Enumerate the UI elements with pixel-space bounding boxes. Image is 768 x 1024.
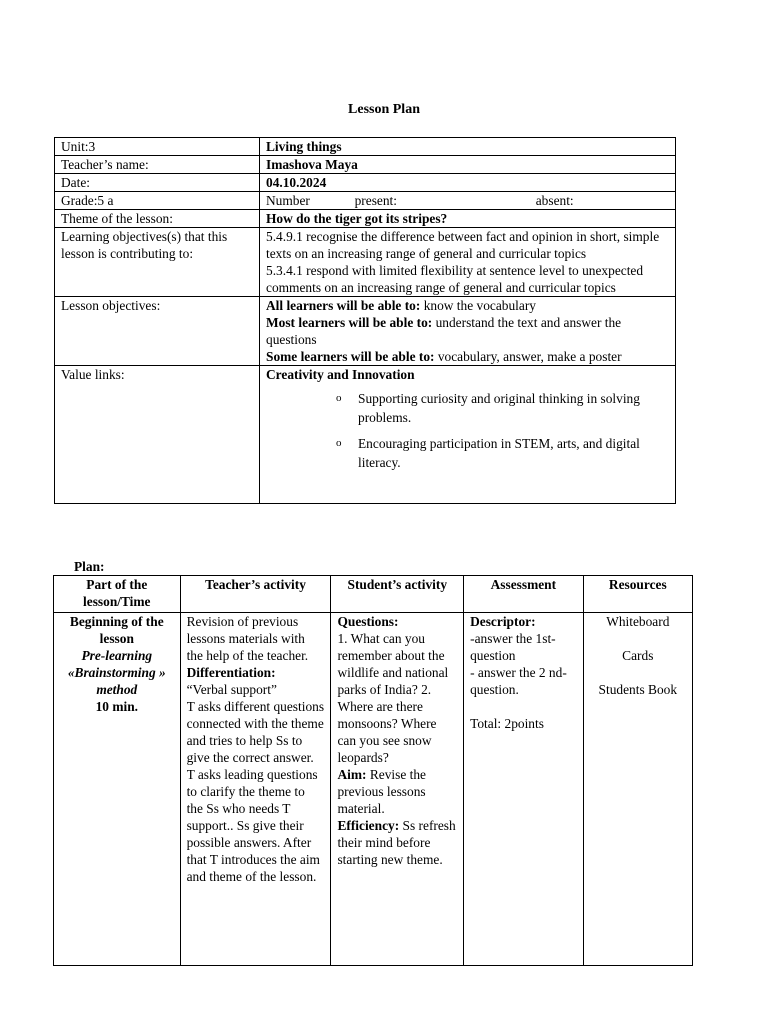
objective-some: Some learners will be able to: vocabulary, answer, make a poster — [266, 349, 622, 364]
lesson-info-table — [54, 137, 676, 504]
learning-objectives-row — [55, 228, 676, 297]
value-links-label: Value links: — [55, 366, 260, 504]
teacher-text-2: “Verbal support” — [186, 682, 277, 697]
grade-label: Grade:5 a — [55, 192, 260, 210]
descriptor-2: - answer the 2 nd-question. — [470, 665, 567, 697]
document-title: Lesson Plan — [348, 102, 420, 117]
present-label: present: — [354, 193, 397, 208]
resource-cards: Cards — [622, 648, 654, 663]
objective-1: 5.4.9.1 recognise the difference between fact and opinion in short, simple texts on an increasing range of general and curricular topics — [266, 229, 660, 261]
bullet-icon: o — [336, 437, 342, 449]
plan-label: Plan: — [74, 559, 105, 574]
absent-label: absent: — [535, 193, 574, 208]
lesson-objectives-label: Lesson objectives: — [55, 297, 260, 366]
header-assessment: Assessment — [464, 576, 583, 613]
resource-whiteboard: Whiteboard — [606, 614, 670, 629]
stage-subtitle: Pre-learning — [81, 648, 153, 663]
descriptor-1: -answer the 1st-question — [470, 631, 556, 663]
plan-table — [53, 575, 693, 966]
assessment-cell — [464, 613, 583, 966]
teacher-text-1: Revision of previous lessons materials with the help of the teacher. — [186, 614, 309, 663]
attendance-cell — [260, 192, 676, 210]
objective-2: 5.3.4.1 respond with limited flexibility at sentence level to unexpected comments on an increasing range of general and curricular topics — [266, 263, 644, 295]
questions-label: Questions: — [337, 614, 399, 629]
unit-row — [55, 138, 676, 156]
student-activity-cell — [331, 613, 464, 966]
header-part: Part of the lesson/Time — [54, 576, 181, 613]
learning-objectives-value — [260, 228, 676, 297]
theme-row — [55, 210, 676, 228]
date-label: Date: — [55, 174, 260, 192]
value-links-value — [260, 366, 676, 504]
stage-cell — [54, 613, 181, 966]
questions-text: 1. What can you remember about the wildlife and national parks of India? 2. Where are there monsoons? Where can you see snow leopards? — [337, 631, 449, 765]
teacher-row — [55, 156, 676, 174]
resources-cell — [583, 613, 692, 966]
unit-label: Unit:3 — [55, 138, 260, 156]
stage-method: «Brainstorming » method — [67, 665, 166, 697]
value-title: Creativity and Innovation — [266, 367, 415, 382]
aim-text: Aim: Revise the previous lessons material. — [337, 767, 426, 816]
header-student: Student’s activity — [331, 576, 464, 613]
value-links-row — [55, 366, 676, 504]
number-label: Number — [266, 193, 310, 208]
unit-value: Living things — [260, 138, 676, 156]
resource-book: Students Book — [598, 682, 678, 697]
teacher-text-3: T asks different questions connected with the theme and tries to help Ss to give the correct answer. T asks leading questions to clarify the theme to the Ss who needs T support.. Ss give their possible answers. After that T introduces the aim and theme of the lesson. — [186, 699, 325, 884]
plan-header-row — [54, 576, 693, 613]
theme-value: How do the tiger got its stripes? — [260, 210, 676, 228]
header-resources: Resources — [583, 576, 692, 613]
bullet-icon: o — [336, 392, 342, 404]
lesson-objectives-value — [260, 297, 676, 366]
date-value: 04.10.2024 — [260, 174, 676, 192]
teacher-activity-cell — [180, 613, 331, 966]
teacher-label: Teacher’s name: — [55, 156, 260, 174]
differentiation-label: Differentiation: — [186, 665, 276, 680]
value-item: o Encouraging participation in STEM, arts, and digital literacy. — [336, 436, 640, 470]
date-row — [55, 174, 676, 192]
descriptor-label: Descriptor: — [470, 614, 536, 629]
theme-label: Theme of the lesson: — [55, 210, 260, 228]
learning-objectives-label: Learning objectives(s) that this lesson is contributing to: — [55, 228, 260, 297]
lesson-objectives-row — [55, 297, 676, 366]
value-item: o Supporting curiosity and original thinking in solving problems. — [336, 391, 640, 425]
stage-title: Beginning of the lesson — [69, 614, 164, 646]
header-teacher: Teacher’s activity — [180, 576, 331, 613]
grade-row — [55, 192, 676, 210]
teacher-value: Imashova Maya — [260, 156, 676, 174]
efficiency-text: Efficiency: Ss refresh their mind before starting new theme. — [337, 818, 456, 867]
plan-row — [54, 613, 693, 966]
value-list — [266, 389, 669, 472]
total-points: Total: 2points — [470, 716, 544, 731]
objective-all: All learners will be able to: know the vocabulary — [266, 298, 536, 313]
objective-most: Most learners will be able to: understand the text and answer the questions — [266, 315, 622, 347]
stage-time: 10 min. — [95, 699, 138, 714]
